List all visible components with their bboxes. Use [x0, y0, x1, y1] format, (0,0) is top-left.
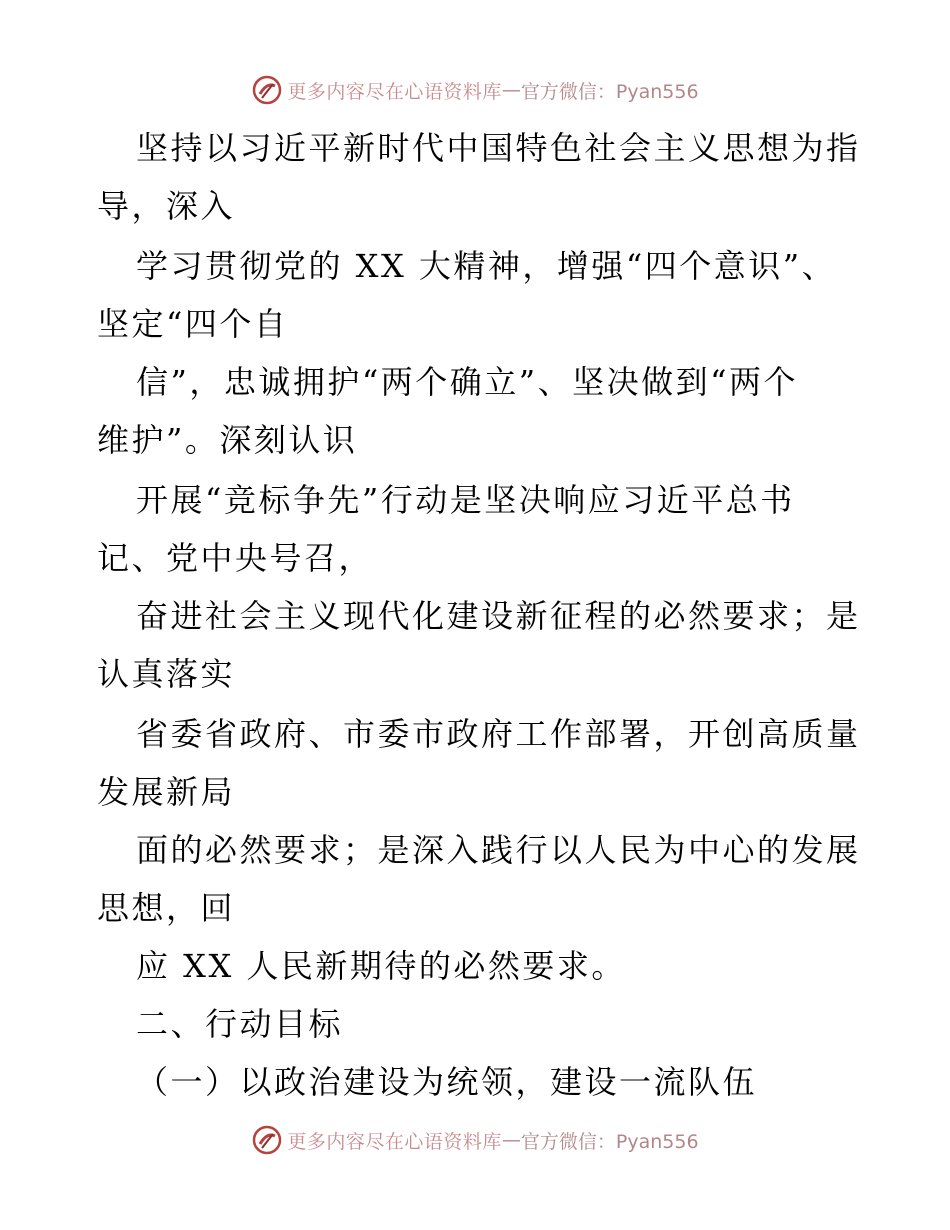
text-line: 坚定“四个自 [97, 305, 289, 343]
watermark-main-text: 更多内容尽在心语资料库 [287, 1130, 502, 1153]
text-line: 面的必然要求；是深入践行以人民为中心的发展 [136, 831, 861, 869]
text-line: 省委省政府、市委市政府工作部署，开创高质量 [136, 715, 861, 753]
text-line: 应 XX 人民新期待的必然要求。 [136, 947, 626, 985]
subsection-heading: （一）以政治建设为统领，建设一流队伍 [136, 1063, 758, 1101]
text-line: 发展新局 [97, 773, 236, 811]
header-watermark [0, 70, 950, 110]
text-line: 奋进社会主义现代化建设新征程的必然要求；是 [136, 597, 861, 635]
watermark-sub-text: 官方微信：Pyan556 [520, 1130, 699, 1153]
text-line: 开展“竞标争先”行动是坚决响应习近平总书 [136, 481, 795, 519]
text-line: 学习贯彻党的 XX 大精神，增强“四个意识”、 [136, 247, 837, 285]
watermark-logo-icon [251, 1124, 283, 1156]
watermark-sub-text: 官方微信：Pyan556 [520, 80, 699, 103]
text-line: 记、党中央号召， [97, 539, 374, 577]
text-line: 信”，忠诚拥护“两个确立”、坚决做到“两个 [136, 363, 798, 401]
watermark-logo-icon [251, 74, 283, 106]
section-heading: 二、行动目标 [136, 1005, 344, 1043]
footer-watermark [0, 1120, 950, 1160]
text-line: 坚持以习近平新时代中国特色社会主义思想为指 [136, 129, 861, 167]
watermark-main-text: 更多内容尽在心语资料库 [287, 80, 502, 103]
watermark-dash: — [501, 79, 521, 101]
text-line: 维护”。深刻认识 [97, 421, 358, 459]
text-line: 导，深入 [97, 187, 236, 225]
watermark-dash: — [501, 1129, 521, 1151]
text-line: 思想，回 [97, 889, 236, 927]
text-line: 认真落实 [97, 655, 236, 693]
